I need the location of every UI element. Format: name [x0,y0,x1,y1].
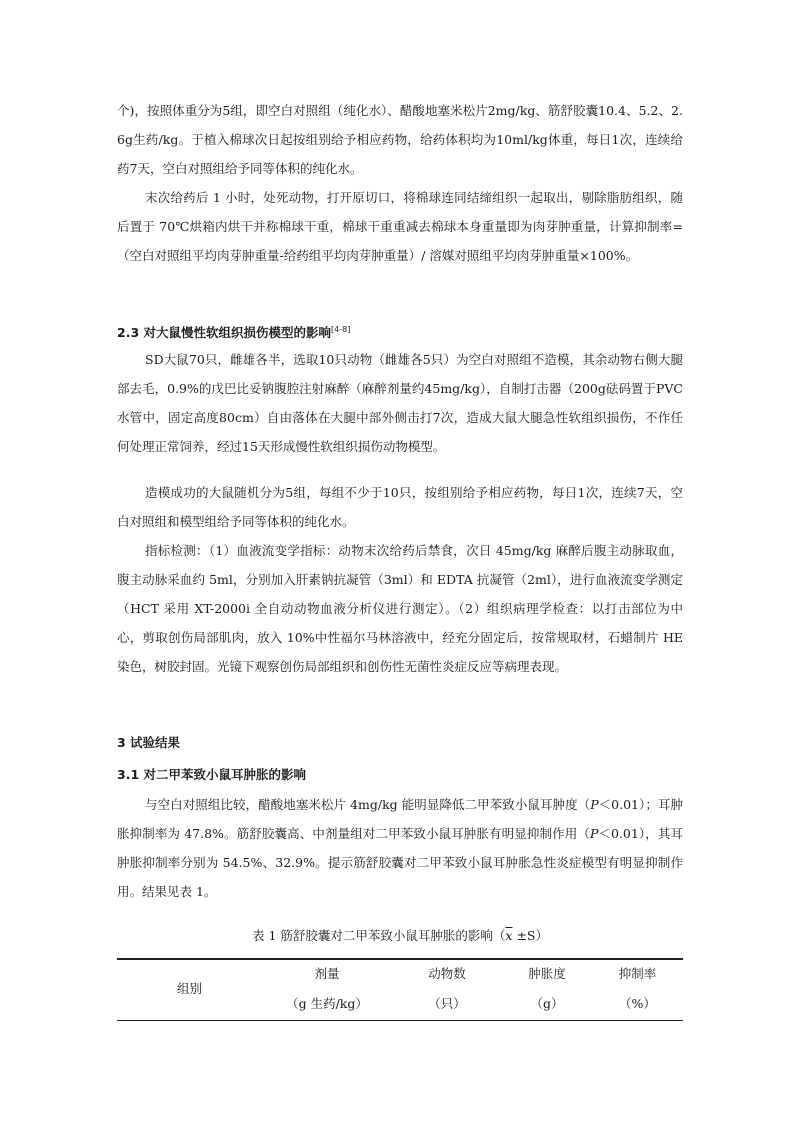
results-text-b: ＜0.01）；耳肿胀抑制率为 47.8%。筋舒胶囊高、中剂量组对二甲苯致小鼠耳肿胀有明显抑制作用（ [117,797,683,841]
table-caption-suffix: ±S） [512,928,548,943]
table-caption-prefix: 表 1 筋舒胶囊对二甲苯致小鼠耳肿胀的影响（ [252,928,506,943]
mean-symbol: $\overline{x}$ [505,928,513,943]
table-header-animals-unit: （只） [428,996,466,1011]
section-heading-2-3-text: 2.3 对大鼠慢性软组织损伤模型的影响 [117,325,331,341]
section-heading-2-3 [117,320,350,343]
p-value-symbol: P [590,826,599,841]
table-header-group: 组别 [176,981,202,996]
table-header-swelling-unit: （g） [530,996,564,1011]
paragraph-grouping: 个)，按照体重分为5组，即空白对照组（纯化水）、醋酸地塞米松片2mg/kg、筋舒胶囊10.4、5.2、2.6g生药/kg。于植入棉球次日起按组别给予相应药物，给药体积均为10ml/kg体重，每日1次，连续给药7天，空白对照组给予同等体积的纯化水。 [117,103,683,176]
table-header-inhibition: 抑制率 [618,966,657,981]
citation-ref: [4-8] [331,325,351,334]
p-value-symbol: P [590,797,599,812]
table-header-rule [117,1020,683,1021]
table-header-swelling: 肿胀度 [528,966,566,981]
table-header-dose-unit: （g 生药/kg） [286,996,368,1011]
table-header-dose: 剂量 [314,966,340,981]
paragraph-granuloma-method: 末次给药后 1 小时，处死动物，打开原切口，将棉球连同结缔组织一起取出，剔除脂肪组织，随后置于 70℃烘箱内烘干并称棉球干重，棉球干重重减去棉球本身重量即为肉芽肿重量，计算抑制率=（空白对照组平均肉芽肿重量-给药组平均肉芽肿重量）/ 溶媒对照组平均肉芽肿重量×100%。 [117,190,683,263]
table-caption [117,926,683,946]
results-text-c: ＜0.01），其耳肿胀抑制率分别为 54.5%、32.9%。提示筋舒胶囊对二甲苯致小鼠耳肿胀急性炎症模型有明显抑制作用。结果见表 1。 [117,826,683,899]
table-header-animals: 动物数 [428,966,466,981]
paragraph-ear-swelling-results [117,790,683,906]
section-heading-3-1: 3.1 对二甲苯致小鼠耳肿胀的影响 [117,767,306,782]
paragraph-index-detection: 指标检测：（1）血液流变学指标：动物末次给药后禁食，次日 45mg/kg 麻醉后腹主动脉取血，腹主动脉采血约 5ml，分别加入肝素钠抗凝管（3ml）和 EDTA 抗凝管（2ml），进行血液流变学测定（HCT 采用 XT-2000i 全自动动物血液分析仪进行测定）。（2）组织病理学检查：以打击部位为中心，剪取创伤局部肌肉，放入 10%中性福尔马林溶液中，经充分固定后，按常规取材，石蜡制片 HE 染色，树胶封固。光镜下观察创伤局部组织和创伤性无菌性炎症反应等病理表现。 [117,543,683,674]
section-heading-3: 3 试验结果 [117,735,181,750]
paragraph-model-establishment: SD大鼠70只，雌雄各半，选取10只动物（雌雄各5只）为空白对照组不造模，其余动物右侧大腿部去毛，0.9%的戊巴比妥钠腹腔注射麻醉（麻醉剂量约45mg/kg），自制打击器（200g砝码置于PVC水管中，固定高度80cm）自由落体在大腿中部外侧击打7次，造成大鼠大腿急性软组织损伤，不作任何处理正常饲养，经过15天形成慢性软组织损伤动物模型。 [117,352,683,454]
paragraph-dosing: 造模成功的大鼠随机分为5组，每组不少于10只，按组别给予相应药物，每日1次，连续7天，空白对照组和模型组给予同等体积的纯化水。 [117,485,683,529]
table-top-rule [117,958,683,960]
table-header-inhibition-unit: （%） [619,996,656,1011]
results-text-a: 与空白对照组比较，醋酸地塞米松片 4mg/kg 能明显降低二甲苯致小鼠耳肿度（ [145,797,591,812]
